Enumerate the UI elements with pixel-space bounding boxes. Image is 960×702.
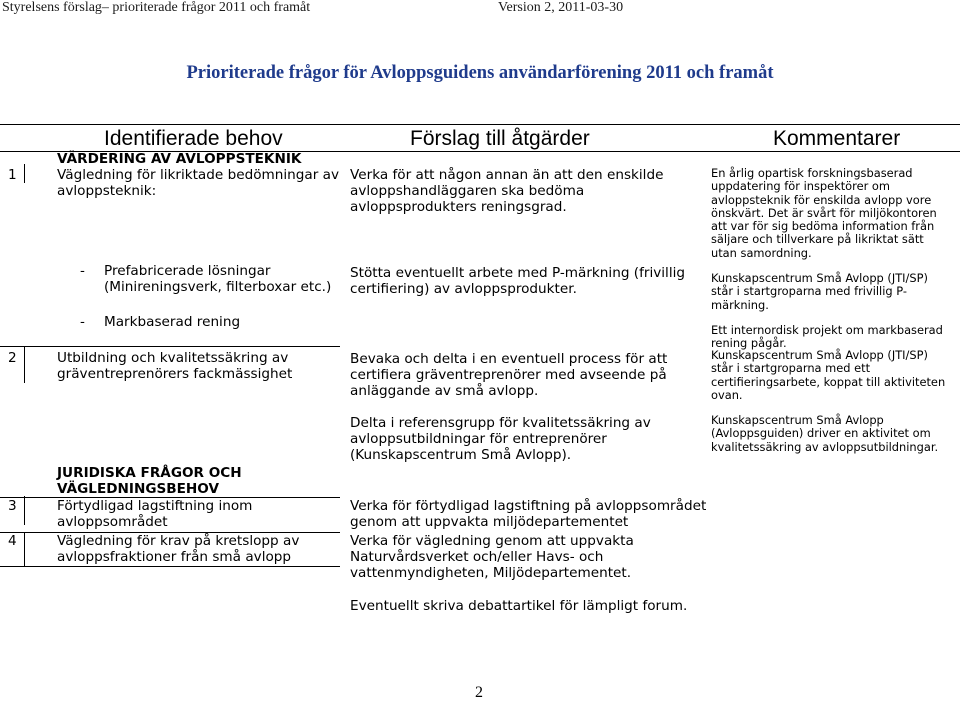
comment-text: Kunskapscentrum Små Avlopp (Avloppsguiden) driver en aktivitet om kvalitetssäkring av avloppsutbildningar. bbox=[711, 413, 939, 454]
action-text: Verka för att någon annan än att den enskilde avloppshandläggaren ska bedöma avloppsprodukters reningsgrad. bbox=[350, 167, 664, 215]
row-divider bbox=[0, 346, 340, 347]
need-text: Utbildning och kvalitetssäkring av gräventreprenörers fackmässighet bbox=[57, 350, 293, 382]
header-left: Styrelsens förslag– prioriterade frågor 2011 och framåt bbox=[2, 0, 311, 15]
action-text: Eventuellt skriva debattartikel för lämpligt forum. bbox=[350, 598, 688, 614]
need-text: Vägledning för krav på kretslopp av avloppsfraktioner från små avlopp bbox=[57, 533, 300, 565]
action-text: Delta i referensgrupp för kvalitetssäkring av avloppsutbildningar för entreprenörer (Kunskapscentrum Små Avlopp). bbox=[350, 415, 651, 463]
action-text: Verka för förtydligad lagstiftning på avloppsområdet genom att uppvakta miljödepartementet bbox=[350, 498, 707, 530]
row-divider bbox=[0, 566, 340, 567]
comment-text: Kunskapscentrum Små Avlopp (JTI/SP) står i startgroparna med ett certifieringsarbete, koppat till aktiviteten ovan. bbox=[711, 348, 946, 402]
comment-text: Ett internordisk projekt om markbaserad rening pågår. bbox=[711, 323, 943, 351]
header-right: Version 2, 2011-03-30 bbox=[498, 0, 624, 15]
action-text: Bevaka och delta i en eventuell process för att certifiera gräventreprenörer med avseende på anläggande av små avlopp. bbox=[350, 351, 668, 399]
section-heading: VÄRDERING AV AVLOPPSTEKNIK bbox=[57, 151, 302, 167]
row-number: 1 bbox=[8, 167, 17, 183]
num-divider bbox=[24, 164, 25, 183]
need-text: Markbaserad rening bbox=[104, 314, 241, 330]
row-number: 4 bbox=[8, 533, 17, 549]
table-top-border bbox=[0, 124, 960, 125]
num-divider bbox=[24, 346, 25, 383]
page-title: Prioriterade frågor för Avloppsguidens användarförening 2011 och framåt bbox=[186, 63, 774, 83]
need-text: Förtydligad lagstiftning inom avloppsområdet bbox=[57, 498, 253, 530]
num-divider bbox=[24, 532, 25, 566]
action-text: Stötta eventuellt arbete med P-märkning (frivillig certifiering) av avloppsprodukter. bbox=[350, 265, 685, 297]
page-number: 2 bbox=[475, 684, 483, 701]
column-header-comments: Kommentarer bbox=[773, 127, 901, 150]
action-text: Verka för vägledning genom att uppvakta Naturvårdsverket och/eller Havs- och vattenmyndigheten, Miljödepartementet. bbox=[350, 533, 634, 581]
column-header-actions: Förslag till åtgärder bbox=[410, 127, 590, 150]
row-number: 3 bbox=[8, 498, 17, 514]
bullet-dash: - bbox=[80, 314, 85, 330]
row-number: 2 bbox=[8, 350, 17, 366]
need-text: Vägledning för likriktade bedömningar av avloppsteknik: bbox=[57, 167, 340, 199]
section-heading: JURIDISKA FRÅGOR OCH VÄGLEDNINGSBEHOV bbox=[57, 465, 242, 497]
bullet-dash: - bbox=[80, 263, 85, 279]
num-divider bbox=[24, 496, 25, 525]
need-text: Prefabricerade lösningar (Minireningsverk, filterboxar etc.) bbox=[104, 263, 332, 295]
column-header-needs: Identifierade behov bbox=[104, 127, 283, 150]
comment-text: En årlig opartisk forskningsbaserad uppdatering för inspektörer om avloppsteknik för enskilda avlopp vore önskvärt. Det är svårt för miljökontoren att var för sig bedöma information från säljare och tillverkare på likriktat sätt utan samordning. bbox=[711, 166, 937, 260]
comment-text: Kunskapscentrum Små Avlopp (JTI/SP) står i startgroparna med frivillig P- märkning. bbox=[711, 271, 928, 312]
